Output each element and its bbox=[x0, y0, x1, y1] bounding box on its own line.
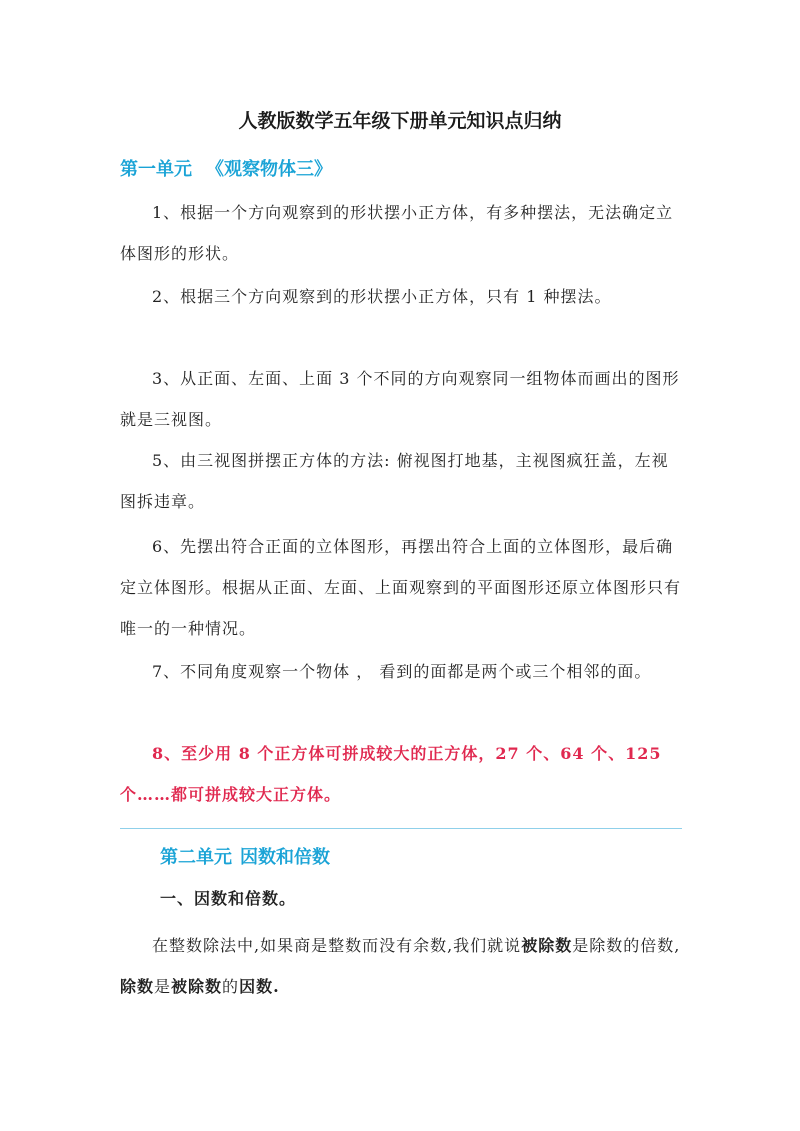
unit2-heading-number: 第二单元 bbox=[160, 847, 232, 868]
definition-term-dividend: 被除数 bbox=[171, 977, 223, 996]
definition-text: 的 bbox=[222, 977, 240, 996]
unit1-paragraph-1: 1、根据一个方向观察到的形状摆小正方体，有多种摆法，无法确定立体图形的形状。 bbox=[120, 203, 674, 263]
unit1-paragraph-2: 2、根据三个方向观察到的形状摆小正方体，只有 1 种摆法。 bbox=[152, 287, 612, 306]
definition-period: . bbox=[273, 977, 280, 996]
unit1-heading bbox=[120, 155, 332, 181]
section-divider bbox=[120, 828, 682, 829]
unit1-heading-name: 《观察物体三》 bbox=[206, 159, 332, 180]
definition-term-factor: 因数 bbox=[239, 977, 274, 996]
unit1-paragraph-6: 6、先摆出符合正面的立体图形，再摆出符合上面的立体图形，最后确定立体图形。根据从正面、左面、上面观察到的平面图形还原立体图形只有唯一的一种情况。 bbox=[120, 537, 682, 638]
unit1-paragraph-7: 7、不同角度观察一个物体 ， 看到的面都是两个或三个相邻的面。 bbox=[152, 662, 652, 681]
unit1-paragraph-3: 3、从正面、左面、上面 3 个不同的方向观察同一组物体而画出的图形就是三视图。 bbox=[120, 369, 680, 429]
definition-text: 在整数除法中,如果商是整数而没有余数,我们就说 bbox=[152, 936, 522, 955]
definition-text: 是 bbox=[154, 977, 172, 996]
unit2-definition-paragraph bbox=[120, 925, 682, 1007]
unit1-paragraph-5: 5、由三视图拼摆正方体的方法: 俯视图打地基，主视图疯狂盖，左视图拆违章。 bbox=[120, 451, 669, 511]
definition-term-dividend: 被除数 bbox=[521, 936, 573, 955]
document-title: 人教版数学五年级下册单元知识点归纳 bbox=[238, 110, 562, 132]
unit2-subheading: 一、因数和倍数。 bbox=[160, 889, 297, 908]
definition-term-divisor: 除数 bbox=[120, 977, 155, 996]
unit2-heading-name: 因数和倍数 bbox=[240, 847, 330, 868]
unit1-highlight-paragraph: 8、至少用 8 个正方体可拼成较大的正方体，27 个、64 个、125 个……都可拼成较大正方体。 bbox=[120, 744, 662, 804]
unit2-heading bbox=[160, 843, 330, 869]
definition-text: 是除数的倍数, bbox=[572, 936, 681, 955]
unit1-heading-number: 第一单元 bbox=[120, 159, 192, 180]
